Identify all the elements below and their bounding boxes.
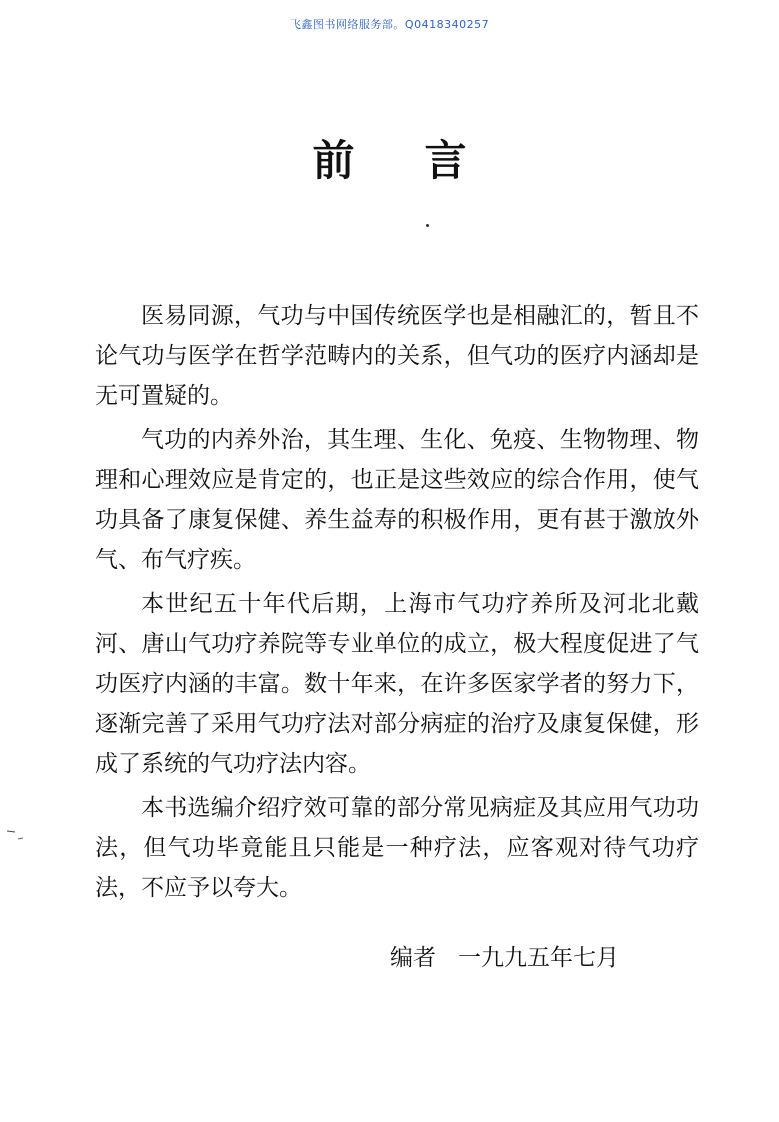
page-title: 前言 — [312, 136, 537, 185]
paragraph-4: 本书选编介绍疗效可靠的部分常见病症及其应用气功功法，但气功毕竟能且只能是一种疗法，应客观对待气功疗法，不应予以夸大。 — [95, 795, 699, 901]
signature-line — [390, 938, 619, 978]
watermark-text: 飞鑫图书网络服务部。Q0418340257 — [289, 18, 490, 31]
paragraph-3: 本世纪五十年代后期，上海市气功疗养所及河北北戴河、唐山气功疗养院等专业单位的成立，极大程度促进了气功医疗内涵的丰富。数十年来，在许多医家学者的努力下，逐渐完善了采用气功疗法对部分病症的治疗及康复保健，形成了系统的气功疗法内容。 — [95, 591, 699, 777]
paragraph-2: 气功的内养外治，其生理、生化、免疫、生物物理、物理和心理效应是肯定的，也正是这些效应的综合作用，使气功具备了康复保健、养生益寿的积极作用，更有甚于激放外气、布气疗疾。 — [95, 427, 699, 573]
scan-margin-mark — [6, 828, 26, 844]
signature-author: 编者 — [390, 945, 436, 971]
scan-speck — [426, 224, 429, 227]
paragraph-1: 医易同源，气功与中国传统医学也是相融汇的，暂且不论气功与医学在哲学范畴内的关系，但气功的医疗内涵却是无可置疑的。 — [95, 303, 699, 409]
signature-date: 一九九五年七月 — [457, 945, 619, 971]
preface-body — [95, 296, 699, 912]
